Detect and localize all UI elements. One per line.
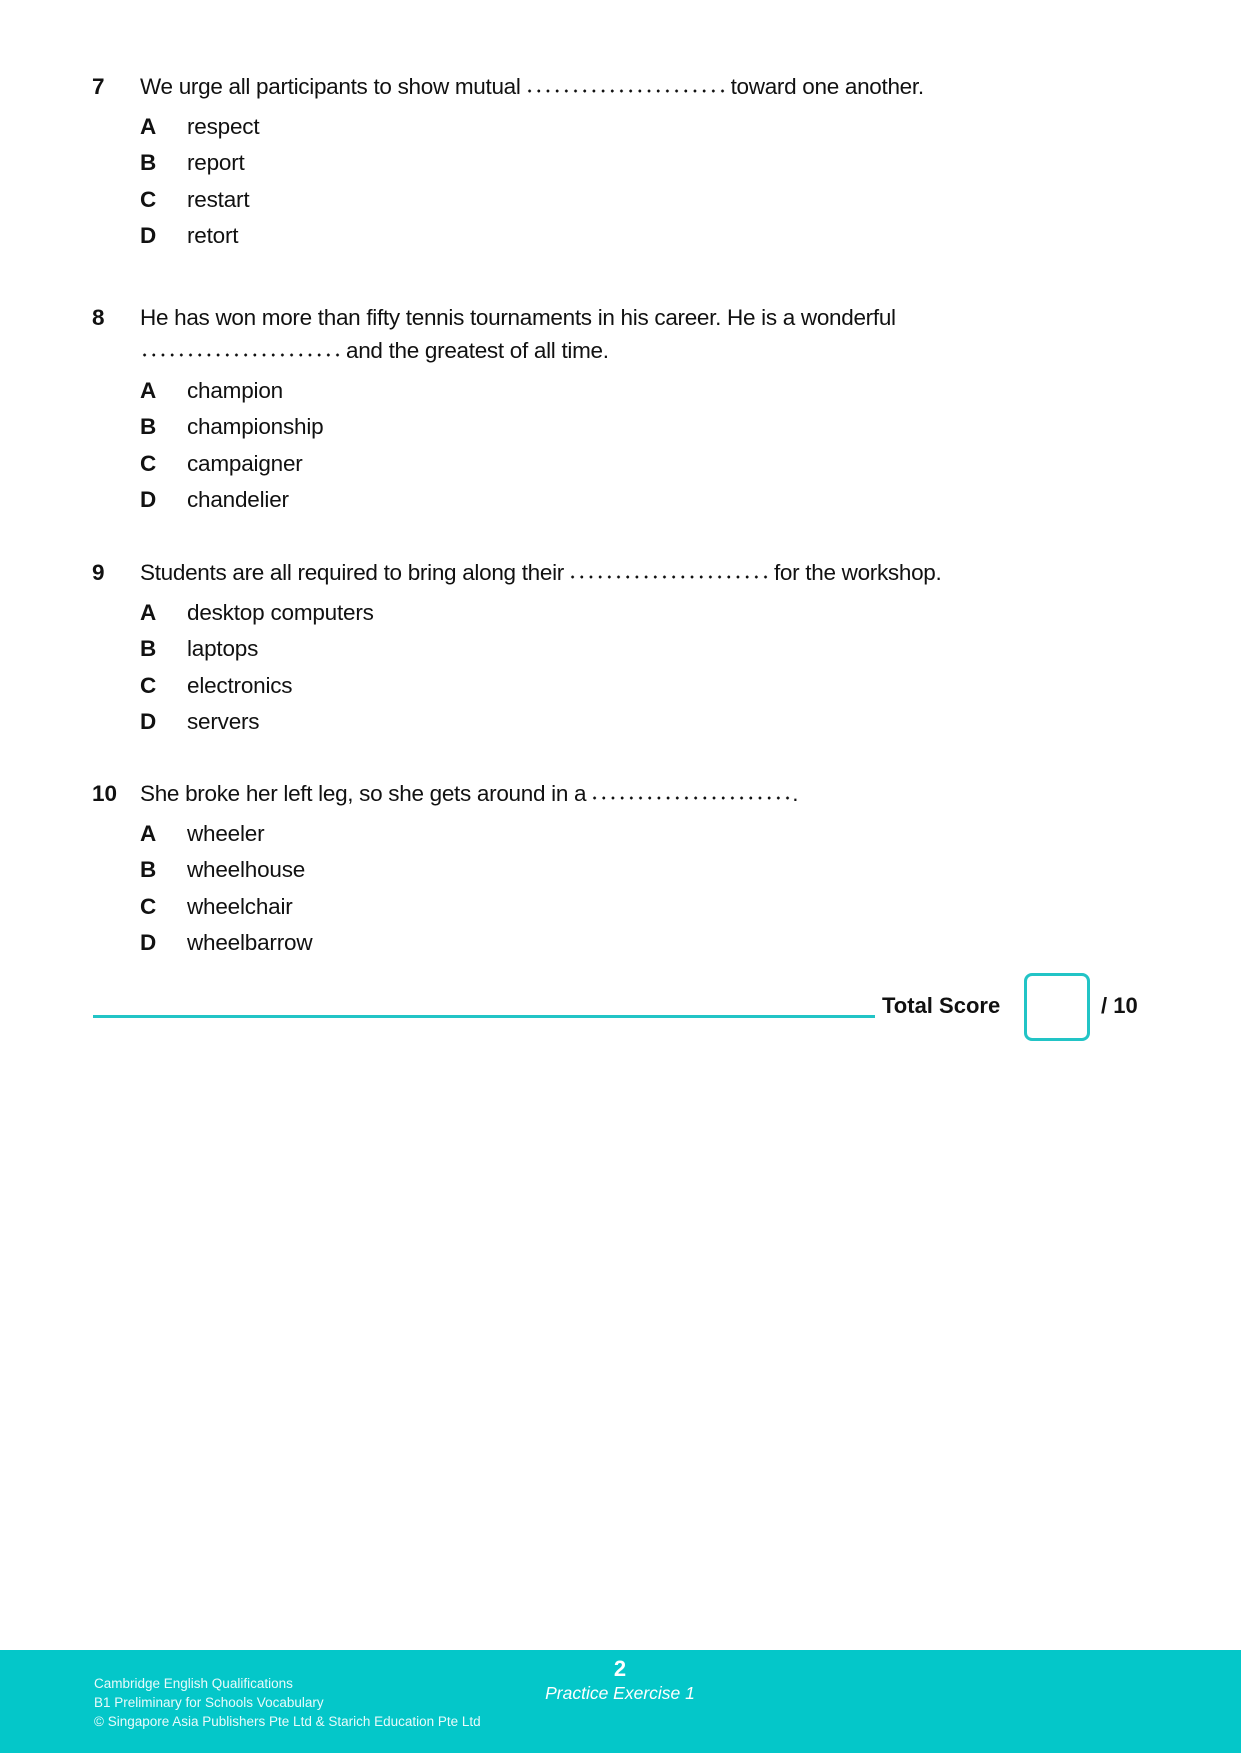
page-footer: [0, 1650, 1241, 1753]
question-text: Students are all required to bring along their for the workshop.: [140, 560, 942, 585]
options-list: [92, 595, 1052, 740]
options-list: [92, 816, 1052, 961]
answer-blank[interactable]: [525, 88, 727, 94]
question-number: 8: [92, 305, 105, 330]
option-d[interactable]: D wheelbarrow: [140, 929, 313, 955]
option-a[interactable]: A respect: [140, 114, 260, 139]
answer-blank[interactable]: [590, 795, 792, 801]
option-d[interactable]: D retort: [140, 222, 239, 248]
question-9: [92, 556, 1052, 740]
exercise-title: Practice Exercise 1: [545, 1683, 695, 1703]
option-c[interactable]: C electronics: [140, 672, 293, 698]
option-b[interactable]: B laptops: [140, 636, 259, 662]
question-8: [92, 301, 1052, 518]
answer-blank[interactable]: [568, 574, 770, 580]
option-d[interactable]: D servers: [140, 708, 260, 734]
option-a[interactable]: A champion: [140, 378, 283, 403]
score-divider-line: [93, 1015, 875, 1018]
options-list: [92, 109, 1052, 254]
score-total: / 10: [1101, 993, 1138, 1018]
question-text: He has won more than fifty tennis tournaments in his career. He is a wonderful and the greatest of all time.: [140, 305, 896, 363]
option-b[interactable]: B report: [140, 150, 245, 176]
option-b[interactable]: B wheelhouse: [140, 857, 306, 883]
option-a[interactable]: A desktop computers: [140, 600, 374, 625]
total-score-row: [93, 973, 1143, 1045]
question-number: 9: [92, 560, 105, 585]
footer-copyright: © Singapore Asia Publishers Pte Ltd & Starich Education Pte Ltd: [94, 1714, 481, 1729]
option-c[interactable]: C wheelchair: [140, 893, 293, 919]
score-input-box[interactable]: [1024, 973, 1090, 1041]
footer-book-title: B1 Preliminary for Schools Vocabulary: [94, 1695, 324, 1710]
option-c[interactable]: C campaigner: [140, 450, 303, 476]
answer-blank[interactable]: [140, 352, 342, 358]
option-c[interactable]: C restart: [140, 186, 250, 212]
option-d[interactable]: D chandelier: [140, 486, 289, 512]
footer-series: Cambridge English Qualifications: [94, 1676, 293, 1691]
question-text: She broke her left leg, so she gets around in a .: [140, 781, 799, 806]
question-text: We urge all participants to show mutual toward one another.: [140, 74, 924, 99]
options-list: [92, 373, 1052, 518]
page-number: 2: [613, 1656, 627, 1681]
footer-credits: [94, 1674, 481, 1731]
question-10: [92, 777, 1052, 961]
question-7: [92, 70, 1052, 254]
option-b[interactable]: B championship: [140, 414, 324, 440]
question-number: 7: [92, 74, 105, 99]
total-score-label: Total Score: [882, 993, 1001, 1018]
question-number: 10: [92, 781, 118, 806]
option-a[interactable]: A wheeler: [140, 821, 265, 846]
